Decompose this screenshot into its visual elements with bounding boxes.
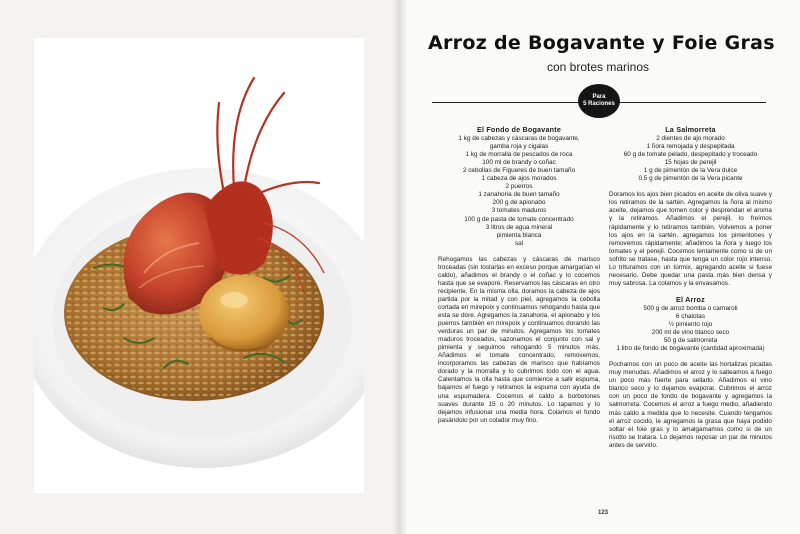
ingredient-line: pimienta blanca	[496, 231, 542, 239]
rice-dish-illustration	[34, 38, 364, 493]
ingredient-line: 100 g de pasta de tomate concentrado	[464, 215, 574, 223]
ingredient-line: gamba roja y cigalas	[489, 143, 549, 151]
dish-photo	[34, 38, 364, 493]
book-gutter	[392, 0, 408, 534]
ingredient-line: 1 zanahoria de buen tamaño	[478, 191, 560, 199]
ingredient-line: 0,5 g de pimentón de la Vera picante	[638, 175, 743, 183]
salmorreta-instructions: Doramos los ajos bien picados en aceite de oliva suave y los retiramos de la sartén. Agregamos la ñora al mismo aceite, dejamos que tomen color y desprendan el aroma y la retiramos. Añadimos el perejil, lo freímos rápidamente y lo retiramos también. Volvemos a poner los ajos en la sartén, agregamos los pimentones y removemos rápidamente; añadimos la ñora y luego los tomates y el perejil. Cocemos lentamente como si de un sofrito se tratase, hasta que tenga un color rojo intenso. Lo trituramos con un túrmix, agregando aceite si fuese necesario. Debe quedar una pasta más bien densa y muy sabrosa. La colamos y la envasamos.	[609, 191, 772, 287]
right-column	[609, 126, 772, 450]
ingredient-line: 500 g de arroz bomba o carnaroli	[643, 304, 738, 312]
left-column	[438, 126, 600, 425]
ingredient-line: 1 kg de morralla de pescados de roca	[465, 151, 573, 159]
ingredient-line: ½ pimiento rojo	[668, 321, 713, 329]
ingredient-line: 6 chalotas	[675, 312, 706, 320]
ingredient-line: 200 ml de vino blanco seco	[651, 329, 730, 337]
section-title-salmorreta: La Salmorreta	[665, 125, 716, 134]
servings-label: Para	[592, 94, 606, 100]
section-title-arroz: El Arroz	[676, 294, 705, 304]
ingredient-line: 2 dientes de ajo morado	[656, 135, 725, 143]
ingredient-line: 2 puerros	[505, 183, 533, 191]
ingredient-line: 50 g de salmorreta	[663, 337, 718, 345]
ingredient-line: sal	[514, 239, 524, 247]
servings-badge	[578, 84, 620, 118]
ingredient-line: 100 ml de brandy o coñac	[482, 159, 556, 167]
ingredient-line: 1 kg de cabezas y cáscaras de bogavante,	[458, 135, 580, 143]
page-number: 123	[597, 510, 608, 516]
arroz-instructions: Pochamos con un poco de aceite las hortalizas picadas muy menudas. Añadimos el arroz y lo salteamos a fuego un poco más fuerte para sellarlo. Añadimos el vino blanco seco y lo dejamos evaporar. Cubrimos el arroz con un poco de fondo de bogavante y agregamos la salmorreta. Cocemos el arroz a fuego medio, añadiendo más caldo a medida que lo necesite. Cuando tengamos el arroz cocido, le agregamos la grasa que haya podido soltar el foie gras y lo amalgamamos como si de un risotto se tratara. Lo dejamos reposar un par de minutos antes de servirlo.	[609, 361, 772, 449]
ingredient-line: 15 hojas de perejil	[664, 159, 717, 167]
servings-count: 5 Raciones	[583, 101, 615, 107]
ingredient-line: 200 g de apionabo	[492, 199, 546, 207]
ingredient-line: 1 g de pimentón de la Vera dulce	[643, 167, 738, 175]
ingredient-line: 60 g de tomate pelado, despepitado y troceado	[623, 151, 758, 159]
ingredient-line: 1 litro de fondo de bogavante (cantidad aproximada)	[616, 345, 765, 353]
ingredient-line: 1 ñora remojada y despepitada	[646, 143, 735, 151]
ingredient-line: 3 tomates maduros	[491, 207, 547, 215]
recipe-title: Arroz de Bogavante y Foie Gras	[428, 32, 775, 54]
ingredient-line: 1 cabeza de ajos morados	[481, 175, 557, 183]
recipe-subtitle: con brotes marinos	[546, 60, 650, 74]
ingredient-line: 3 litros de agua mineral	[485, 223, 553, 231]
ingredient-line: 2 cebollas de Figueres de buen tamaño	[462, 167, 576, 175]
fondo-instructions: Rehogamos las cabezas y cáscaras de marisco troceadas (sin tostarlas en exceso porque amargarían el caldo), añadimos el brandy o el coñac y lo cocemos hasta que se evapore. Reservamos las cáscaras en otro recipiente. En la misma olla, doramos la cabeza de ajos partida por la mitad y con piel, agregamos la cebolla cortada en mirepoix y continuamos rehogando hasta que esta se dore. Agregamos la zanahoria, el apionabo y los puerros también en mirepoix y continuamos dorando las verduras un par de minutos. Agregamos los tomates maduros troceados, sazonamos el conjunto con sal y pimienta y seguimos rehogando 5 minutos más. Añadimos el tomate concentrado, removemos, incorporamos las cabezas de marisco que habíamos dorado y la morralla y lo cubrimos todo con el agua. Calentamos la olla hasta que comience a salir espuma, bajamos el fuego y retiramos la espuma con ayuda de una espumadera. Cocemos el caldo a borbotones suaves durante 15 o 20 minutos. Lo tapamos y lo dejamos infusionar una media hora. Colamos el fondo pasándolo por un colador muy fino.	[438, 255, 600, 424]
section-title-fondo: El Fondo de Bogavante	[476, 125, 562, 134]
